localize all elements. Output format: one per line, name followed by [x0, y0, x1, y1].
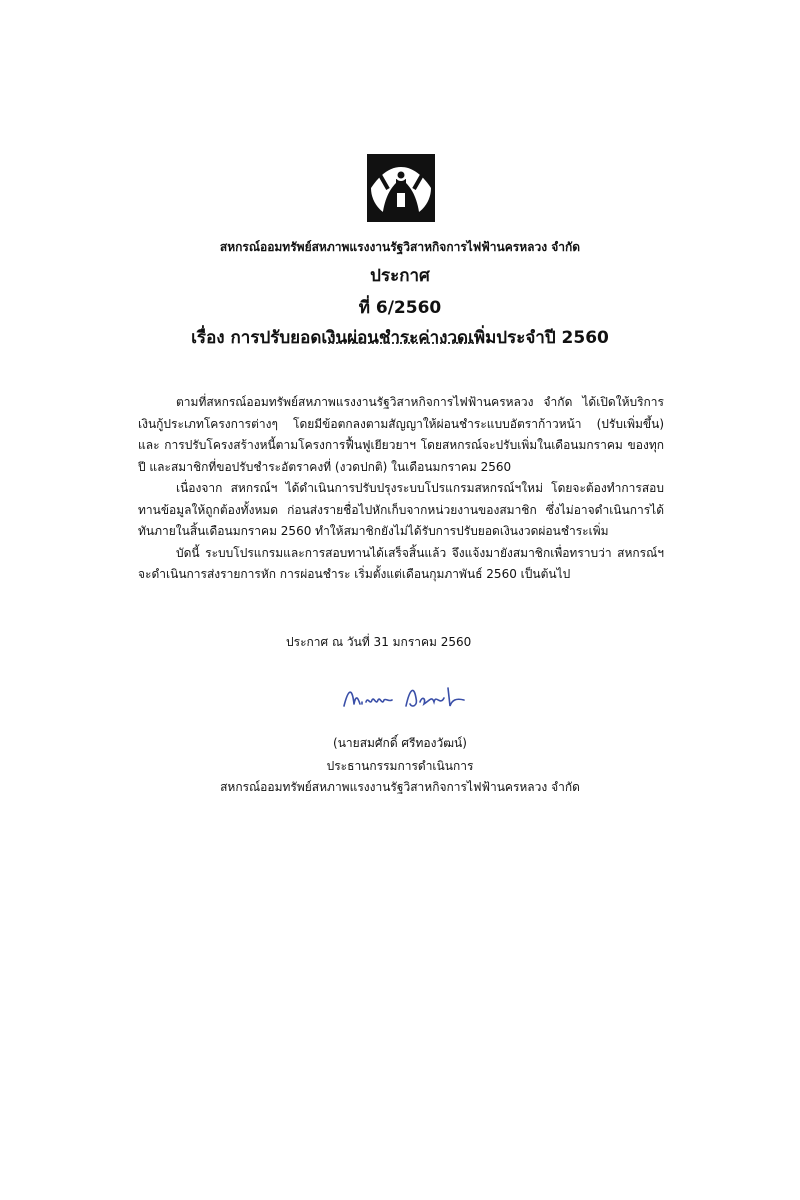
signer-position: ประธานกรรมการดำเนินการ	[326, 759, 474, 773]
announcement-number: ที่ 6/2560	[358, 298, 442, 318]
signer-organization: สหกรณ์ออมทรัพย์สหภาพแรงงานรัฐวิสาหกิจการไฟฟ้านครหลวง จำกัด	[220, 780, 580, 794]
announcement-body	[138, 392, 664, 586]
signature-image	[340, 676, 470, 716]
body-paragraph: บัดนี้ ระบบโปรแกรมและการสอบทานได้เสร็จสิ้นแล้ว จึงแจ้งมายังสมาชิกเพื่อทราบว่า สหกรณ์ฯ จะดำเนินการส่งรายการหัก การผ่อนชำระ เริ่มตั้งแต่เดือนกุมภาพันธ์ 2560 เป็นต้นไป	[138, 545, 664, 581]
signer-name: (นายสมศักดิ์ ศรีทองวัฒน์)	[333, 736, 467, 750]
announcement-subject: เรื่อง การปรับยอดเงินผ่อนชำระค่างวดเพิ่มประจำปี 2560	[191, 328, 609, 348]
cooperative-emblem-icon	[366, 153, 436, 223]
announcement-title: ประกาศ	[370, 266, 430, 286]
body-paragraph: ตามที่สหกรณ์ออมทรัพย์สหภาพแรงงานรัฐวิสาหกิจการไฟฟ้านครหลวง จำกัด ได้เปิดให้บริการเงินกู้ประเภทโครงการต่างๆ โดยมีข้อตกลงตามสัญญาให้ผ่อนชำระแบบอัตราก้าวหน้า (ปรับเพิ่มขึ้น) และ การปรับโครงสร้างหนี้ตามโครงการฟื้นฟูเยียวยาฯ โดยสหกรณ์จะปรับเพิ่มในเดือนมกราคม ของทุกปี และสมาชิกที่ขอปรับชำระอัตราคงที่ (งวดปกติ) ในเดือนมกราคม 2560	[138, 395, 664, 474]
announcement-date: ประกาศ ณ วันที่ 31 มกราคม 2560	[286, 635, 472, 649]
body-paragraph: เนื่องจาก สหกรณ์ฯ ได้ดำเนินการปรับปรุงระบบโปรแกรมสหกรณ์ฯใหม่ โดยจะต้องทำการสอบทานข้อมูลให้ถูกต้องทั้งหมด ก่อนส่งรายชื่อไปหักเก็บจากหน่วยงานของสมาชิก ซึ่งไม่อาจดำเนินการได้ทันภายในสิ้นเดือนมกราคม 2560 ทำให้สมาชิกยังไม่ได้รับการปรับยอดเงินงวดผ่อนชำระเพิ่ม	[138, 481, 664, 538]
dotted-divider	[328, 342, 478, 344]
organization-header: สหกรณ์ออมทรัพย์สหภาพแรงงานรัฐวิสาหกิจการไฟฟ้านครหลวง จำกัด	[219, 240, 581, 254]
